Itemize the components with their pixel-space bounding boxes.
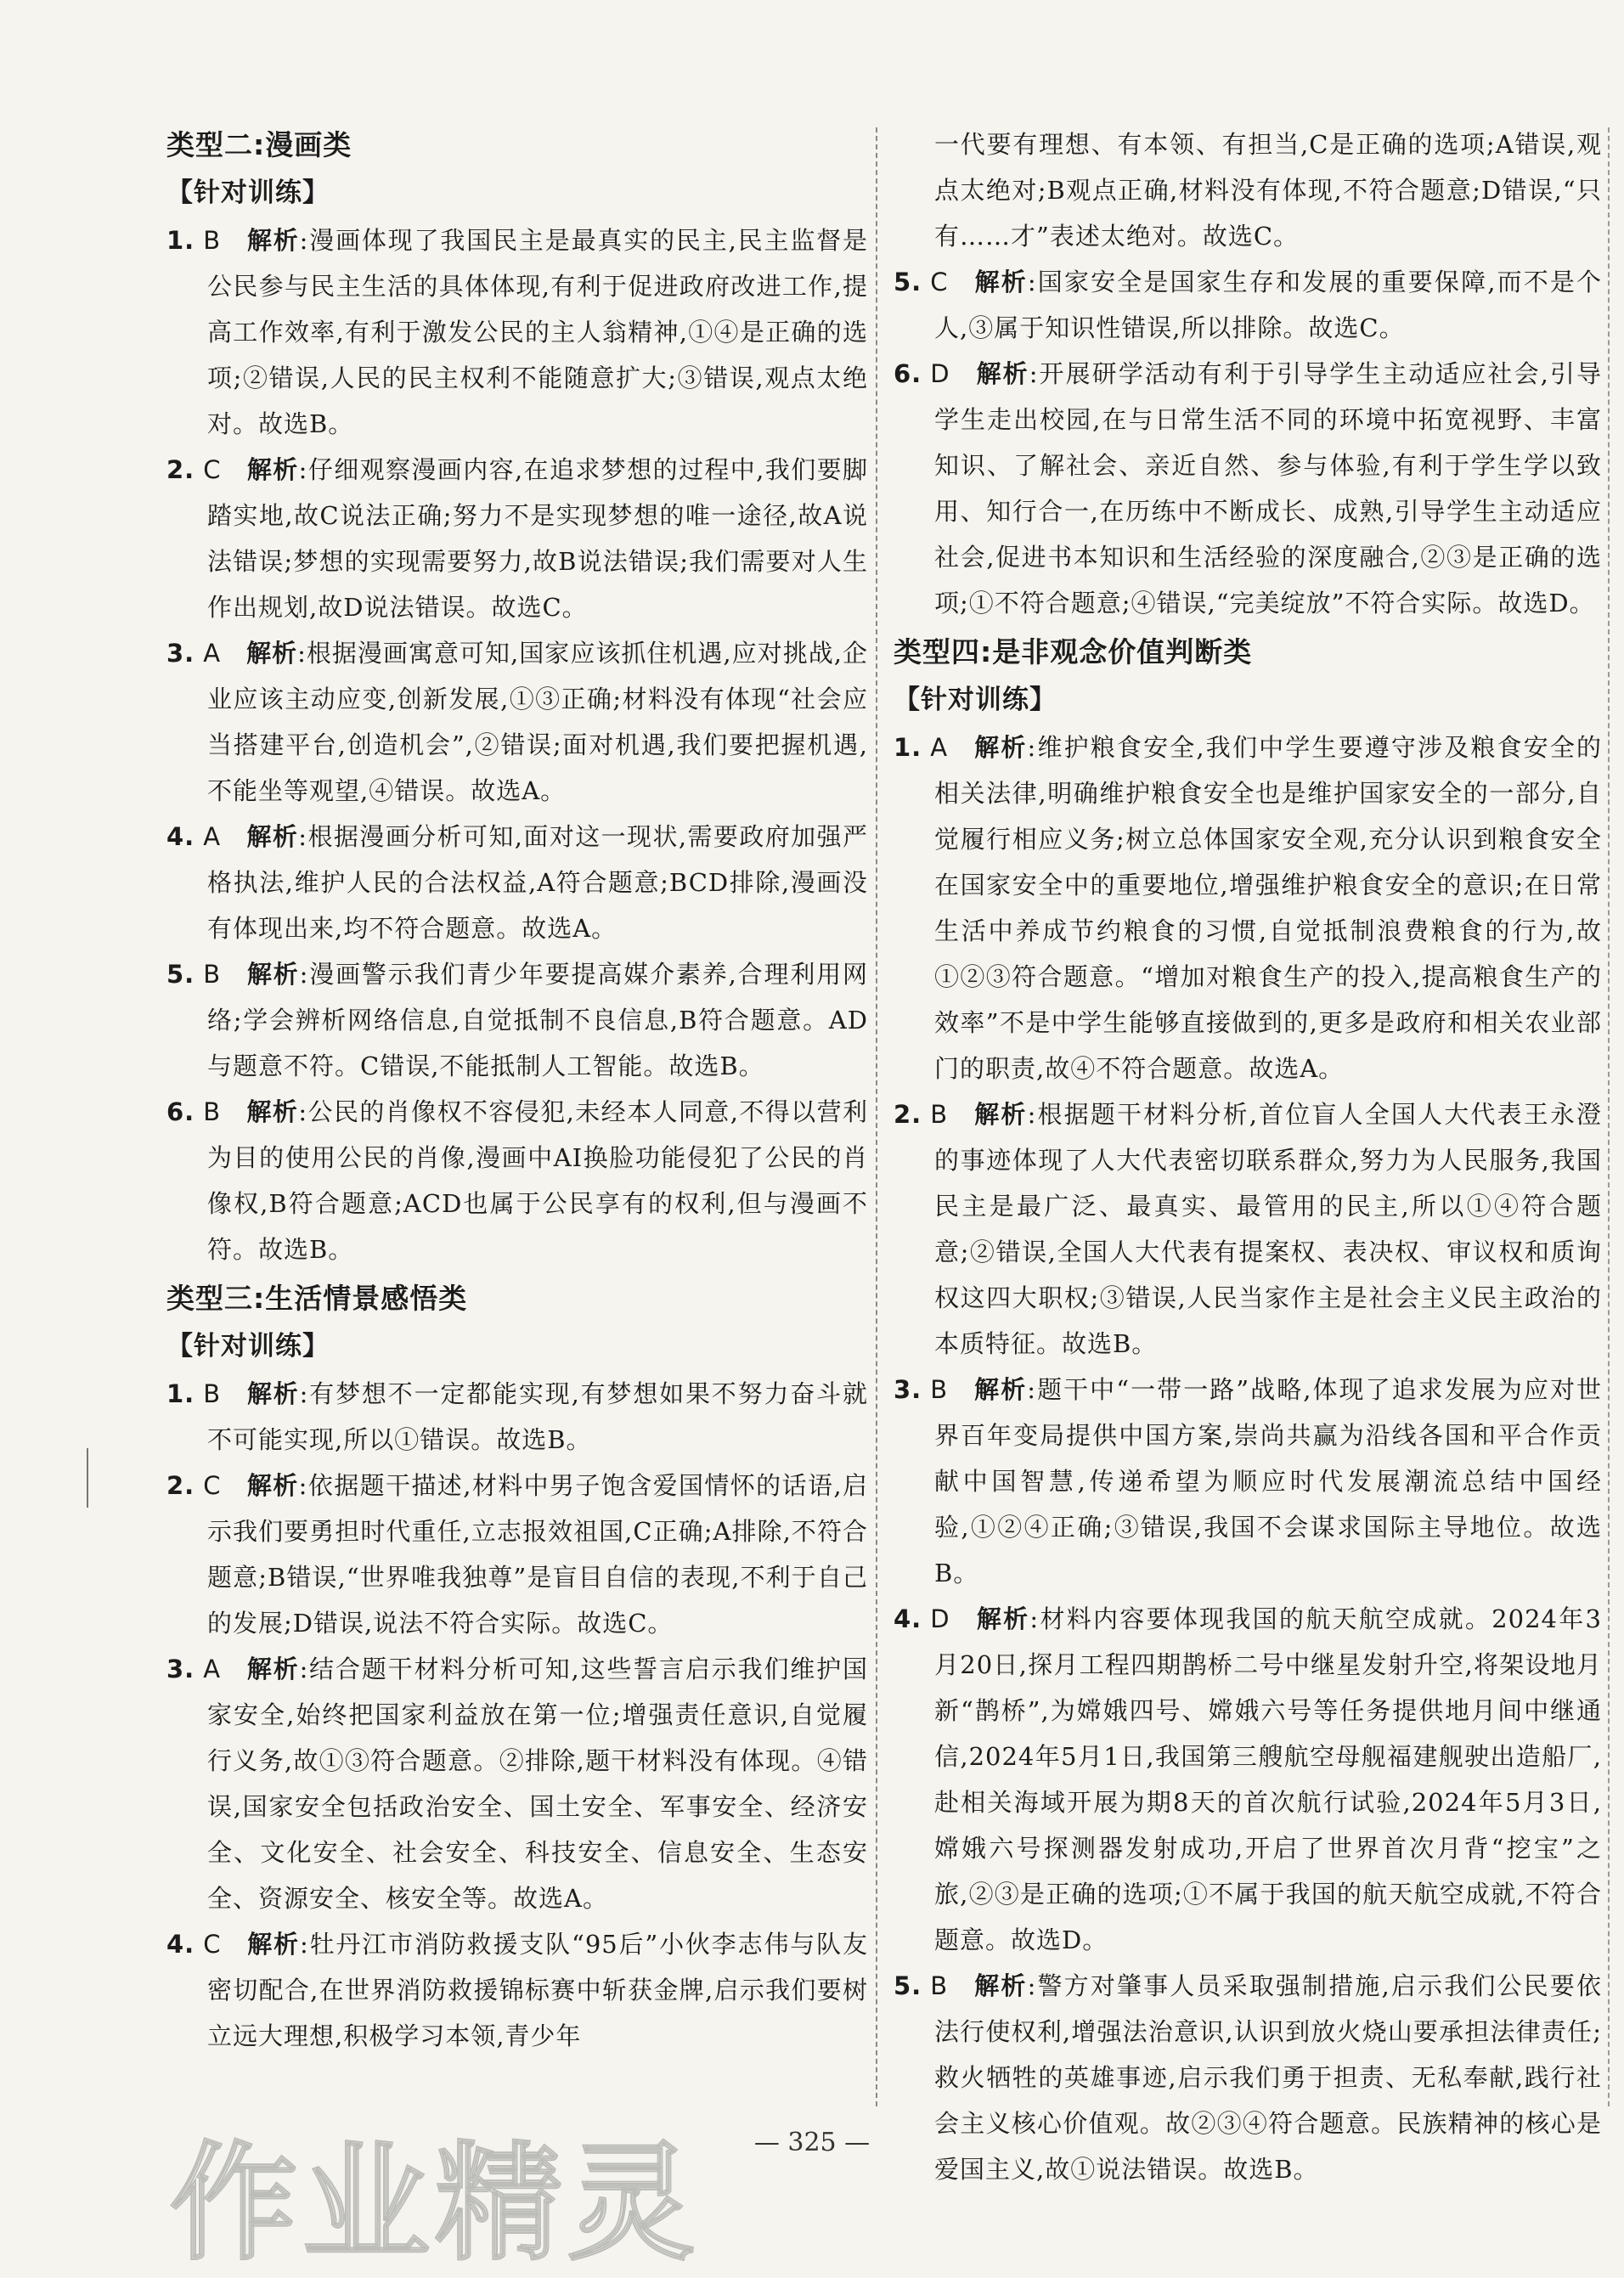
- analysis-label: 解析: [973, 733, 1028, 762]
- analysis-label: 解析: [246, 1655, 300, 1683]
- answer-choice: B: [203, 1097, 222, 1126]
- watermark: 作业精灵: [170, 2130, 701, 2278]
- right-column: [894, 121, 1602, 2192]
- analysis-label: 解析: [975, 1604, 1030, 1633]
- analysis-text: :牡丹江市消防救援支队“95后”小伙李志伟与队友密切配合,在世界消防救援锦标赛中斩获金牌,启示我们要树立远大理想,积极学习本领,青少年: [207, 1930, 868, 2050]
- answer-choice: A: [203, 822, 222, 851]
- answer-choice: C: [203, 1930, 222, 1959]
- question-number: 6.: [894, 359, 922, 388]
- answer-item: [166, 1089, 868, 1272]
- analysis-label: 解析: [975, 359, 1029, 388]
- answer-item: [894, 351, 1602, 626]
- analysis-label: 解析: [246, 1379, 300, 1408]
- practice-heading: 【针对训练】: [166, 178, 330, 208]
- section-heading-type3: 类型三:生活情景感悟类: [166, 1282, 468, 1315]
- answer-item: [894, 1596, 1602, 1963]
- question-number: 4.: [894, 1604, 922, 1633]
- answer-item: [166, 217, 868, 447]
- answer-choice: B: [930, 1100, 949, 1129]
- answer-item: [894, 725, 1602, 1091]
- analysis-label: 解析: [246, 455, 299, 484]
- answer-choice: B: [203, 226, 222, 255]
- analysis-text: :根据题干材料分析,首位盲人全国人大代表王永澄的事迹体现了人大代表密切联系群众,努力为人民服务,我国民主是最广泛、最真实、最管用的民主,所以①④符合题意;②错误,全国人大代表有提案权、表决权、审议权和质询权这四大职权;③错误,人民当家作主是社会主义民主政治的本质特征。故选B。: [934, 1100, 1602, 1358]
- answer-item: [166, 1463, 868, 1646]
- analysis-label: 解析: [246, 639, 298, 668]
- answer-choice: B: [203, 960, 222, 989]
- section-heading-type4: 类型四:是非观念价值判断类: [894, 635, 1253, 668]
- analysis-label: 解析: [246, 1097, 299, 1126]
- analysis-text: :漫画警示我们青少年要提高媒介素养,合理利用网络;学会辨析网络信息,自觉抵制不良信息,B符合题意。AD与题意不符。C错误,不能抵制人工智能。故选B。: [207, 960, 868, 1080]
- question-number: 3.: [166, 1655, 195, 1683]
- question-number: 5.: [894, 268, 922, 296]
- question-number: 2.: [166, 1471, 195, 1500]
- answer-choice: B: [930, 1971, 949, 2000]
- question-number: 1.: [166, 226, 195, 255]
- answer-choice: B: [203, 1379, 222, 1408]
- analysis-text: :仔细观察漫画内容,在追求梦想的过程中,我们要脚踏实地,故C说法正确;努力不是实现梦想的唯一途径,故A说法错误;梦想的实现需要努力,故B说法错误;我们需要对人生作出规划,故D说法错误。故选C。: [207, 455, 868, 622]
- analysis-text: :漫画体现了我国民主是最真实的民主,民主监督是公民参与民主生活的具体体现,有利于促进政府改进工作,提高工作效率,有利于激发公民的主人翁精神,①④是正确的选项;②错误,人民的民主权利不能随意扩大;③错误,观点太绝对。故选B。: [207, 226, 868, 438]
- question-number: 4.: [166, 822, 195, 851]
- question-number: 6.: [166, 1097, 195, 1126]
- analysis-text: :有梦想不一定都能实现,有梦想如果不努力奋斗就不可能实现,所以①错误。故选B。: [207, 1379, 868, 1454]
- analysis-text: :维护粮食安全,我们中学生要遵守涉及粮食安全的相关法律,明确维护粮食安全也是维护国家安全的一部分,自觉履行相应义务;树立总体国家安全观,充分认识到粮食安全在国家安全中的重要地位,增强维护粮食安全的意识;在日常生活中养成节约粮食的习惯,自觉抵制浪费粮食的行为,故①②③符合题意。“增加对粮食生产的投入,提高粮食生产的效率”不是中学生能够直接做到的,更多是政府和相关农业部门的职责,故④不符合题意。故选A。: [934, 733, 1602, 1083]
- question-number: 2.: [894, 1100, 922, 1129]
- answer-choice: A: [203, 1655, 222, 1683]
- type4-answers: [894, 725, 1602, 2192]
- analysis-label: 解析: [973, 1971, 1028, 2000]
- analysis-text: :公民的肖像权不容侵犯,未经本人同意,不得以营利为目的使用公民的肖像,漫画中AI换脸功能侵犯了公民的肖像权,B符合题意;ACD也属于公民享有的权利,但与漫画不符。故选B。: [207, 1097, 868, 1264]
- practice-heading: 【针对训练】: [894, 685, 1057, 715]
- type2-answers: [166, 217, 868, 1272]
- question-number: 1.: [894, 733, 922, 762]
- question-number: 4.: [166, 1930, 195, 1959]
- section-heading-type2: 类型二:漫画类: [166, 128, 352, 161]
- analysis-text: :材料内容要体现我国的航天航空成就。2024年3月20日,探月工程四期鹊桥二号中继星发射升空,将架设地月新“鹊桥”,为嫦娥四号、嫦娥六号等任务提供地月间中继通信,2024年5月1日,我国第三艘航空母舰福建舰驶出造船厂,赴相关海域开展为期8天的首次航行试验,2024年5月3日,嫦娥六号探测器发射成功,开启了世界首次月背“挖宝”之旅,②③是正确的选项;①不属于我国的航天航空成就,不符合题意。故选D。: [934, 1604, 1602, 1954]
- analysis-label: 解析: [246, 960, 300, 989]
- answer-item: [894, 259, 1602, 351]
- answer-item: [894, 1367, 1602, 1596]
- question-number: 5.: [166, 960, 195, 989]
- answer-item: [894, 1091, 1602, 1367]
- analysis-label: 解析: [973, 1375, 1028, 1404]
- answer-item: [166, 1646, 868, 1921]
- answer-item: [166, 447, 868, 630]
- analysis-text: :根据漫画分析可知,面对这一现状,需要政府加强严格执法,维护人民的合法权益,A符合题意;BCD排除,漫画没有体现出来,均不符合题意。故选A。: [207, 822, 868, 943]
- analysis-text: :国家安全是国家生存和发展的重要保障,而不是个人,③属于知识性错误,所以排除。故选C。: [934, 268, 1602, 342]
- page-number: — 325 —: [753, 2128, 871, 2157]
- analysis-text: :题干中“一带一路”战略,体现了追求发展为应对世界百年变局提供中国方案,崇尚共赢为沿线各国和平合作贡献中国智慧,传递希望为顺应时代发展潮流总结中国经验,①②④正确;③错误,我国不会谋求国际主导地位。故选B。: [934, 1375, 1602, 1587]
- answer-item: [894, 1963, 1602, 2192]
- analysis-text: :依据题干描述,材料中男子饱含爱国情怀的话语,启示我们要勇担时代重任,立志报效祖国,C正确;A排除,不符合题意;B错误,“世界唯我独尊”是盲目自信的表现,不利于自己的发展;D错误,说法不符合实际。故选C。: [207, 1471, 868, 1638]
- analysis-text: :警方对肇事人员采取强制措施,启示我们公民要依法行使权利,增强法治意识,认识到放火烧山要承担法律责任;救火牺牲的英雄事迹,启示我们勇于担责、无私奉献,践行社会主义核心价值观。故②③④符合题意。民族精神的核心是爱国主义,故①说法错误。故选B。: [934, 1971, 1602, 2184]
- practice-heading: 【针对训练】: [166, 1331, 330, 1362]
- continued-answer: 一代要有理想、有本领、有担当,C是正确的选项;A错误,观点太绝对;B观点正确,材料没有体现,不符合题意;D错误,“只有……才”表述太绝对。故选C。: [934, 130, 1602, 251]
- analysis-label: 解析: [246, 226, 300, 255]
- answer-choice: A: [930, 733, 949, 762]
- left-column: [166, 119, 868, 2059]
- answer-choice: D: [930, 359, 950, 388]
- column-divider: [876, 127, 877, 2106]
- answer-choice: A: [203, 639, 222, 668]
- question-number: 5.: [894, 1971, 922, 2000]
- answer-choice: D: [930, 1604, 950, 1633]
- question-number: 3.: [894, 1375, 922, 1404]
- answer-choice: C: [203, 455, 222, 484]
- analysis-label: 解析: [246, 1930, 300, 1959]
- question-number: 1.: [166, 1379, 195, 1408]
- analysis-text: :根据漫画寓意可知,国家应该抓住机遇,应对挑战,企业应该主动应变,创新发展,①③正确;材料没有体现“社会应当搭建平台,创造机会”,②错误;面对机遇,我们要把握机遇,不能坐等观望,④错误。故选A。: [207, 639, 868, 805]
- analysis-label: 解析: [973, 1100, 1028, 1129]
- analysis-label: 解析: [246, 1471, 299, 1500]
- answer-item: [166, 814, 868, 951]
- answer-item: [166, 1371, 868, 1463]
- answer-choice: B: [930, 1375, 949, 1404]
- type3-answers-continued: [894, 259, 1602, 626]
- answer-item: [166, 951, 868, 1089]
- answer-item: [166, 1921, 868, 2059]
- question-number: 3.: [166, 639, 195, 668]
- question-number: 2.: [166, 455, 195, 484]
- answer-choice: C: [203, 1471, 222, 1500]
- type3-answers: [166, 1371, 868, 2059]
- answer-choice: C: [930, 268, 949, 296]
- analysis-label: 解析: [246, 822, 299, 851]
- margin-mark: [87, 1448, 88, 1508]
- answer-item: [166, 630, 868, 814]
- analysis-label: 解析: [973, 268, 1028, 296]
- analysis-text: :开展研学活动有利于引导学生主动适应社会,引导学生走出校园,在与日常生活不同的环境中拓宽视野、丰富知识、了解社会、亲近自然、参与体验,有利于学生学以致用、知行合一,在历练中不断成长、成熟,引导学生主动适应社会,促进书本知识和生活经验的深度融合,②③是正确的选项;①不符合题意;④错误,“完美绽放”不符合实际。故选D。: [934, 359, 1602, 617]
- analysis-text: :结合题干材料分析可知,这些誓言启示我们维护国家安全,始终把国家利益放在第一位;增强责任意识,自觉履行义务,故①③符合题意。②排除,题干材料没有体现。④错误,国家安全包括政治安全、国土安全、军事安全、经济安全、文化安全、社会安全、科技安全、信息安全、生态安全、资源安全、核安全等。故选A。: [207, 1655, 868, 1913]
- right-margin-line: [1608, 127, 1610, 2106]
